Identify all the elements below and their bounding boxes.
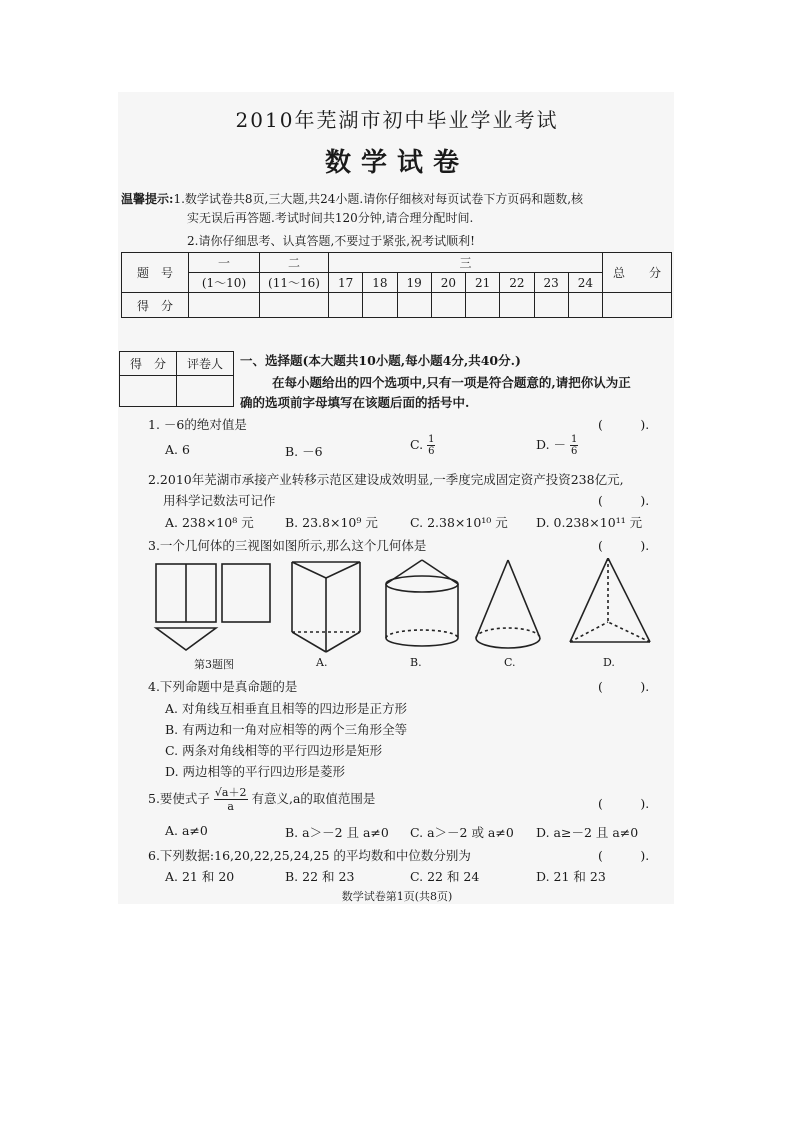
- grader-reviewer-label: 评卷人: [177, 352, 234, 376]
- q2-option-d: D. 0.238×10¹¹ 元: [536, 515, 643, 530]
- q3-option-c: C.: [504, 656, 516, 669]
- q5-fraction: [214, 786, 248, 813]
- q5-denominator: a: [227, 800, 234, 813]
- score-table-q19: 19: [397, 273, 431, 293]
- q4-answer-blank: ( ).: [598, 679, 650, 694]
- q5-answer-blank: ( ).: [598, 796, 650, 811]
- score-table-q21: 21: [466, 273, 500, 293]
- q6-option-d: D. 21 和 23: [536, 869, 606, 884]
- q1-d-denominator: 6: [571, 446, 578, 457]
- q5-stem-prefix: 5.要使式子: [148, 791, 210, 806]
- score-table-section-2: 二: [260, 253, 329, 273]
- score-table-section-1: 一: [189, 253, 260, 273]
- score-table: [121, 252, 672, 318]
- score-cell: [466, 293, 500, 318]
- q6-answer-blank: ( ).: [598, 848, 650, 863]
- q6-option-c: C. 22 和 24: [410, 869, 480, 884]
- q4-option-b: B. 有两边和一角对应相等的两个三角形全等: [165, 722, 408, 737]
- q6-option-a: A. 21 和 20: [165, 869, 235, 884]
- section-1-instruction-2: 确的选项前字母填写在该题后面的括号中.: [240, 395, 470, 410]
- q3-answer-blank: ( ).: [598, 538, 650, 553]
- q1-option-c-fraction: [427, 434, 435, 457]
- q1-option-d-fraction: [570, 434, 578, 457]
- q5-option-a: A. a≠0: [165, 823, 208, 838]
- q1-d-numerator: 1: [571, 434, 578, 445]
- q6-stem: 6.下列数据:16,20,22,25,24,25 的平均数和中位数分别为: [148, 848, 471, 863]
- q3-option-b-cone-cylinder: [386, 560, 458, 646]
- score-table-q24: 24: [568, 273, 602, 293]
- score-cell: [397, 293, 431, 318]
- q4-option-d: D. 两边相等的平行四边形是菱形: [165, 764, 346, 779]
- score-cell: [431, 293, 465, 318]
- q1-c-denominator: 6: [428, 446, 435, 457]
- q6-option-b: B. 22 和 23: [285, 869, 355, 884]
- score-table-score-label: 得 分: [122, 293, 189, 318]
- score-table-range-1: (1～10): [189, 273, 260, 293]
- score-table-section-3: 三: [329, 253, 603, 273]
- q5-option-b: B. a＞－2 且 a≠0: [285, 825, 389, 840]
- q4-option-a: A. 对角线互相垂直且相等的四边形是正方形: [165, 701, 407, 716]
- q1-option-d-prefix: D. －: [536, 437, 567, 452]
- score-cell: [260, 293, 329, 318]
- q1-option-c: [410, 434, 435, 457]
- tips-line-1: 1.数学试卷共8页,三大题,共24小题.请你仔细核对每页试卷下方页码和题数,核: [173, 192, 584, 206]
- grader-score-label: 得 分: [120, 352, 177, 376]
- tips-label: 温馨提示:: [121, 192, 174, 206]
- score-cell: [500, 293, 534, 318]
- score-table-question-label: 题 号: [122, 253, 189, 293]
- tips-line-2: 实无误后再答题.考试时间共120分钟,请合理分配时间.: [187, 211, 474, 225]
- score-table-q22: 22: [500, 273, 534, 293]
- q5-stem: [148, 786, 375, 813]
- q1-option-a: A. 6: [165, 442, 190, 457]
- page-footer: 数学试卷第1页(共8页): [341, 890, 453, 903]
- q1-answer-blank: ( ).: [598, 417, 650, 432]
- q3-stem: 3.一个几何体的三视图如图所示,那么这个几何体是: [148, 538, 427, 553]
- q1-option-d: [536, 434, 578, 457]
- q2-stem-2: 用科学记数法可记作: [163, 493, 276, 508]
- q1-c-numerator: 1: [428, 434, 435, 445]
- q3-figures: [150, 558, 660, 654]
- score-cell: [568, 293, 602, 318]
- q5-option-c: C. a＞－2 或 a≠0: [410, 825, 514, 840]
- exam-subtitle: 数学试卷: [324, 148, 469, 178]
- q3-figure-caption: 第3题图: [194, 658, 234, 671]
- q3-option-a-prism: [292, 562, 360, 652]
- score-table-q17: 17: [329, 273, 363, 293]
- score-table-range-2: (11～16): [260, 273, 329, 293]
- score-table-q20: 20: [431, 273, 465, 293]
- q5-option-d: D. a≥－2 且 a≠0: [536, 825, 639, 840]
- q5-numerator: √a＋2: [214, 786, 247, 799]
- section-1-instruction-1: 在每小题给出的四个选项中,只有一项是符合题意的,请把你认为正: [272, 375, 631, 390]
- section-1-title: 一、选择题(本大题共10小题,每小题4分,共40分.): [240, 353, 521, 368]
- tips-line-3: 2.请你仔细思考、认真答题,不要过于紧张,祝考试顺利!: [187, 234, 475, 248]
- grader-box: [119, 351, 234, 407]
- score-table-q23: 23: [534, 273, 568, 293]
- q2-stem-1: 2.2010年芜湖市承接产业转移示范区建设成效明显,一季度完成固定资产投资238亿元,: [148, 472, 624, 487]
- q3-three-views-figure: [156, 564, 270, 650]
- q5-stem-suffix: 有意义,a的取值范围是: [251, 791, 376, 806]
- q3-option-d-pyramid: [570, 558, 650, 642]
- q4-option-c: C. 两条对角线相等的平行四边形是矩形: [165, 743, 383, 758]
- exam-title: 2010年芜湖市初中毕业学业考试: [235, 108, 559, 132]
- q1-stem: 1. －6的绝对值是: [148, 417, 247, 432]
- score-cell: [189, 293, 260, 318]
- grader-cell: [177, 376, 234, 407]
- score-cell: [363, 293, 397, 318]
- tips-block: [121, 190, 583, 251]
- q2-option-b: B. 23.8×10⁹ 元: [285, 515, 378, 530]
- q3-option-b: B.: [410, 656, 422, 669]
- q1-option-b: B. －6: [285, 444, 323, 459]
- score-cell: [534, 293, 568, 318]
- q2-option-a: A. 238×10⁸ 元: [165, 515, 254, 530]
- q3-option-a: A.: [316, 656, 328, 669]
- q3-option-d: D.: [603, 656, 615, 669]
- score-table-total: 总 分: [603, 253, 672, 293]
- q4-stem: 4.下列命题中是真命题的是: [148, 679, 298, 694]
- q1-option-c-prefix: C.: [410, 437, 424, 452]
- q2-option-c: C. 2.38×10¹⁰ 元: [410, 515, 508, 530]
- score-table-q18: 18: [363, 273, 397, 293]
- q2-answer-blank: ( ).: [598, 493, 650, 508]
- score-cell: [603, 293, 672, 318]
- q3-option-c-cone: [476, 560, 540, 648]
- grader-cell: [120, 376, 177, 407]
- score-cell: [329, 293, 363, 318]
